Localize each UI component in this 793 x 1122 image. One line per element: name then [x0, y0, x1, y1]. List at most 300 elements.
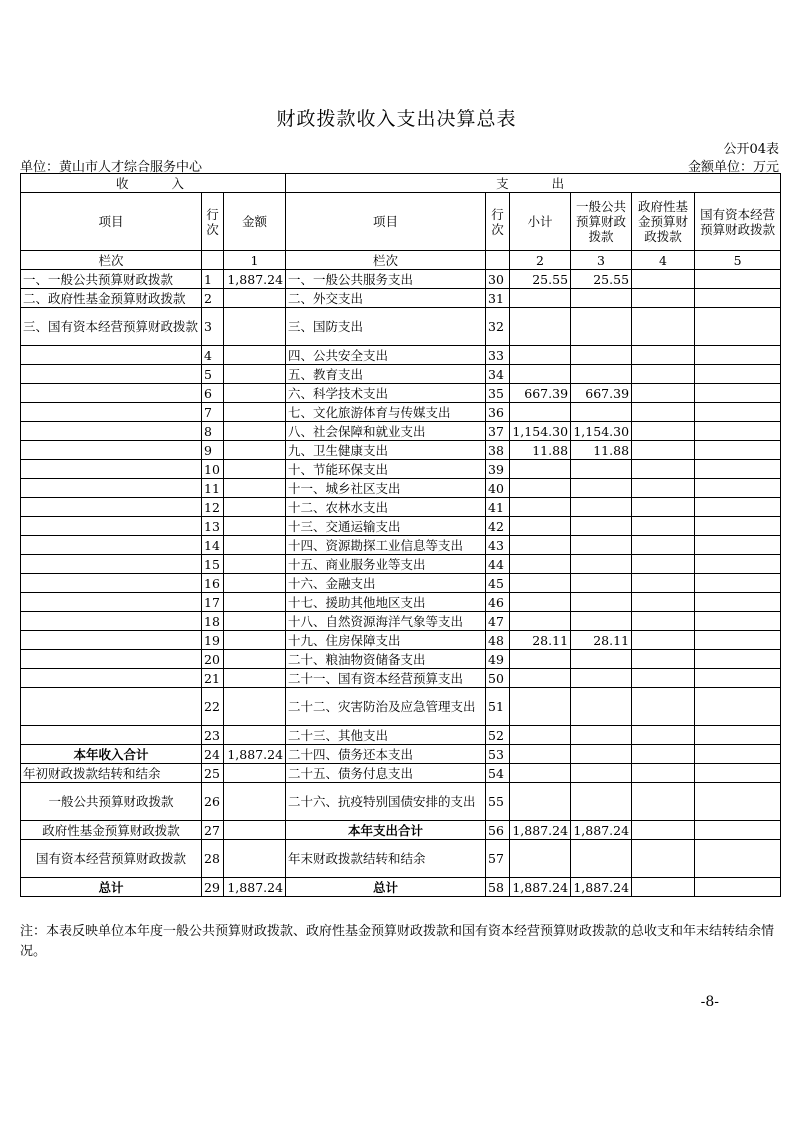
state-capital-cell	[695, 498, 781, 517]
expense-item-cell: 二、外交支出	[286, 289, 486, 308]
expense-item-cell: 一、一般公共服务支出	[286, 270, 486, 289]
table-row	[21, 726, 781, 745]
subtotal-cell	[510, 669, 571, 688]
gov-fund-cell	[632, 669, 695, 688]
gov-fund-cell	[632, 840, 695, 878]
expense-line-no-cell: 51	[486, 688, 510, 726]
income-item-cell	[21, 536, 202, 555]
expense-line-no-cell: 43	[486, 536, 510, 555]
gov-fund-cell	[632, 745, 695, 764]
expense-item-cell: 二十六、抗疫特别国债安排的支出	[286, 783, 486, 821]
income-amount-cell	[224, 517, 286, 536]
income-item-cell: 一般公共预算财政拨款	[21, 783, 202, 821]
general-budget-cell	[571, 536, 632, 555]
subtotal-cell	[510, 403, 571, 422]
table-row	[21, 574, 781, 593]
income-amount-cell	[224, 631, 286, 650]
income-line-no-cell: 1	[202, 270, 224, 289]
state-capital-cell	[695, 783, 781, 821]
income-line-no-cell: 4	[202, 346, 224, 365]
state-capital-cell	[695, 726, 781, 745]
general-budget-cell	[571, 403, 632, 422]
income-item-cell	[21, 612, 202, 631]
expense-line-no-cell: 34	[486, 365, 510, 384]
general-budget-cell	[571, 479, 632, 498]
general-budget-cell	[571, 517, 632, 536]
income-line-no-header: 行次	[202, 193, 224, 251]
state-capital-cell	[695, 270, 781, 289]
table-row	[21, 878, 781, 897]
state-capital-cell	[695, 536, 781, 555]
income-line-no-cell: 24	[202, 745, 224, 764]
expense-line-no-cell: 44	[486, 555, 510, 574]
state-capital-cell	[695, 840, 781, 878]
general-budget-cell	[571, 289, 632, 308]
general-budget-cell	[571, 593, 632, 612]
subtotal-cell	[510, 726, 571, 745]
table-row	[21, 840, 781, 878]
expense-line-no-cell: 36	[486, 403, 510, 422]
fiscal-summary-table	[20, 173, 781, 897]
expense-line-no-cell: 35	[486, 384, 510, 403]
income-amount-cell: 1,887.24	[224, 745, 286, 764]
income-amount-cell	[224, 726, 286, 745]
income-item-cell: 年初财政拨款结转和结余	[21, 764, 202, 783]
general-budget-cell	[571, 460, 632, 479]
income-item-cell	[21, 631, 202, 650]
income-item-cell: 政府性基金预算财政拨款	[21, 821, 202, 840]
income-item-cell	[21, 365, 202, 384]
column-header-row	[21, 193, 781, 251]
income-line-no-cell: 15	[202, 555, 224, 574]
gov-fund-cell	[632, 365, 695, 384]
expense-item-cell: 二十四、债务还本支出	[286, 745, 486, 764]
expense-item-cell: 四、公共安全支出	[286, 346, 486, 365]
expense-item-cell: 十九、住房保障支出	[286, 631, 486, 650]
subtotal-cell	[510, 365, 571, 384]
page-number: -8-	[700, 994, 719, 1010]
gov-fund-cell	[632, 441, 695, 460]
income-amount-cell	[224, 365, 286, 384]
expense-line-no-cell: 33	[486, 346, 510, 365]
state-capital-cell	[695, 384, 781, 403]
expense-item-cell: 八、社会保障和就业支出	[286, 422, 486, 441]
expense-item-cell: 二十五、债务付息支出	[286, 764, 486, 783]
income-line-no-cell: 21	[202, 669, 224, 688]
gov-fund-cell	[632, 878, 695, 897]
income-amount-cell	[224, 441, 286, 460]
expense-line-no-cell: 45	[486, 574, 510, 593]
state-capital-cell	[695, 821, 781, 840]
state-capital-cell	[695, 764, 781, 783]
subtotal-cell	[510, 536, 571, 555]
table-row	[21, 650, 781, 669]
column-number: 4	[632, 251, 695, 270]
expense-line-no-cell: 31	[486, 289, 510, 308]
general-budget-cell	[571, 688, 632, 726]
column-number: 2	[510, 251, 571, 270]
expense-item-cell: 十一、城乡社区支出	[286, 479, 486, 498]
table-row	[21, 745, 781, 764]
general-budget-cell: 667.39	[571, 384, 632, 403]
income-amount-cell	[224, 688, 286, 726]
column-number: 1	[224, 251, 286, 270]
general-budget-cell	[571, 745, 632, 764]
general-budget-cell	[571, 346, 632, 365]
general-budget-cell	[571, 498, 632, 517]
subtotal-cell	[510, 555, 571, 574]
subtotal-cell	[510, 517, 571, 536]
expense-line-no-cell: 58	[486, 878, 510, 897]
state-capital-cell	[695, 688, 781, 726]
subtotal-cell	[510, 460, 571, 479]
gov-fund-cell	[632, 650, 695, 669]
income-item-cell	[21, 460, 202, 479]
income-item-cell	[21, 384, 202, 403]
income-amount-cell	[224, 403, 286, 422]
state-capital-cell	[695, 517, 781, 536]
subtotal-cell	[510, 840, 571, 878]
subtotal-cell	[510, 764, 571, 783]
state-capital-cell	[695, 479, 781, 498]
gov-fund-cell	[632, 289, 695, 308]
subtotal-cell: 1,154.30	[510, 422, 571, 441]
income-line-no-cell: 23	[202, 726, 224, 745]
income-amount-cell	[224, 346, 286, 365]
subtotal-cell	[510, 593, 571, 612]
general-budget-cell	[571, 726, 632, 745]
subtotal-cell	[510, 688, 571, 726]
general-budget-cell: 1,887.24	[571, 878, 632, 897]
income-line-no-cell: 12	[202, 498, 224, 517]
expense-line-no-cell: 30	[486, 270, 510, 289]
income-line-no-cell: 14	[202, 536, 224, 555]
form-code: 公开04表	[723, 142, 779, 157]
gov-fund-cell	[632, 498, 695, 517]
general-budget-cell	[571, 840, 632, 878]
gov-fund-cell	[632, 403, 695, 422]
income-item-cell	[21, 517, 202, 536]
gov-fund-cell	[632, 555, 695, 574]
income-item-cell	[21, 574, 202, 593]
income-amount-header: 金额	[224, 193, 286, 251]
table-row	[21, 441, 781, 460]
income-line-no-cell: 2	[202, 289, 224, 308]
general-budget-cell	[571, 764, 632, 783]
expense-item-header: 项目	[286, 193, 486, 251]
income-item-cell	[21, 688, 202, 726]
income-item-cell	[21, 593, 202, 612]
column-number: 5	[695, 251, 781, 270]
general-budget-cell: 1,887.24	[571, 821, 632, 840]
income-amount-cell	[224, 783, 286, 821]
gov-fund-cell	[632, 726, 695, 745]
expense-line-no-cell: 41	[486, 498, 510, 517]
income-line-no-cell: 17	[202, 593, 224, 612]
income-line-no-cell: 3	[202, 308, 224, 346]
income-line-no-cell: 5	[202, 365, 224, 384]
state-capital-cell	[695, 346, 781, 365]
expense-section-header: 支 出	[286, 174, 781, 193]
subtotal-cell: 667.39	[510, 384, 571, 403]
column-number-row	[21, 251, 781, 270]
column-number: 3	[571, 251, 632, 270]
gov-fund-cell	[632, 821, 695, 840]
income-item-cell	[21, 726, 202, 745]
subtotal-cell	[510, 745, 571, 764]
income-amount-cell	[224, 536, 286, 555]
general-budget-cell: 1,154.30	[571, 422, 632, 441]
state-capital-cell	[695, 422, 781, 441]
section-header-row	[21, 174, 781, 193]
expense-line-no-cell: 38	[486, 441, 510, 460]
state-capital-cell	[695, 745, 781, 764]
subtotal-cell	[510, 346, 571, 365]
table-row	[21, 308, 781, 346]
income-line-no-cell: 13	[202, 517, 224, 536]
column-label: 栏次	[286, 251, 486, 270]
expense-item-cell: 十二、农林水支出	[286, 498, 486, 517]
general-budget-cell	[571, 783, 632, 821]
expense-item-cell: 九、卫生健康支出	[286, 441, 486, 460]
state-capital-cell	[695, 612, 781, 631]
expense-item-cell: 二十二、灾害防治及应急管理支出	[286, 688, 486, 726]
expense-line-no-cell: 48	[486, 631, 510, 650]
expense-item-cell: 七、文化旅游体育与传媒支出	[286, 403, 486, 422]
gov-fund-cell	[632, 574, 695, 593]
expense-item-cell: 十三、交通运输支出	[286, 517, 486, 536]
column-label: 栏次	[21, 251, 202, 270]
gov-fund-cell	[632, 517, 695, 536]
income-amount-cell: 1,887.24	[224, 270, 286, 289]
table-row	[21, 688, 781, 726]
gov-fund-cell	[632, 536, 695, 555]
subtotal-cell: 25.55	[510, 270, 571, 289]
blank-cell	[202, 251, 224, 270]
expense-item-cell: 二十一、国有资本经营预算支出	[286, 669, 486, 688]
state-capital-cell	[695, 289, 781, 308]
income-item-cell	[21, 498, 202, 517]
gov-fund-cell	[632, 346, 695, 365]
table-row	[21, 498, 781, 517]
state-capital-cell	[695, 365, 781, 384]
gov-fund-cell	[632, 631, 695, 650]
gov-fund-cell	[632, 783, 695, 821]
general-budget-cell	[571, 308, 632, 346]
table-row	[21, 422, 781, 441]
general-budget-cell	[571, 365, 632, 384]
expense-line-no-cell: 57	[486, 840, 510, 878]
gov-fund-cell	[632, 384, 695, 403]
income-item-cell	[21, 441, 202, 460]
general-budget-cell	[571, 669, 632, 688]
income-line-no-cell: 25	[202, 764, 224, 783]
subtotal-cell	[510, 783, 571, 821]
gov-fund-cell	[632, 593, 695, 612]
income-line-no-cell: 19	[202, 631, 224, 650]
income-item-cell	[21, 403, 202, 422]
state-capital-cell	[695, 441, 781, 460]
income-line-no-cell: 20	[202, 650, 224, 669]
subtotal-cell	[510, 308, 571, 346]
blank-cell	[486, 251, 510, 270]
subtotal-cell: 1,887.24	[510, 878, 571, 897]
expense-line-no-cell: 40	[486, 479, 510, 498]
subtotal-cell: 11.88	[510, 441, 571, 460]
state-capital-cell	[695, 650, 781, 669]
table-row	[21, 384, 781, 403]
income-amount-cell	[224, 422, 286, 441]
gov-fund-cell	[632, 308, 695, 346]
income-item-cell	[21, 346, 202, 365]
table-row	[21, 555, 781, 574]
table-row	[21, 346, 781, 365]
expense-line-no-cell: 46	[486, 593, 510, 612]
expense-item-cell: 本年支出合计	[286, 821, 486, 840]
state-capital-cell	[695, 878, 781, 897]
expense-line-no-cell: 53	[486, 745, 510, 764]
income-item-cell: 本年收入合计	[21, 745, 202, 764]
expense-line-no-cell: 32	[486, 308, 510, 346]
income-item-cell	[21, 422, 202, 441]
gov-fund-cell	[632, 612, 695, 631]
state-capital-cell	[695, 403, 781, 422]
general-budget-cell	[571, 555, 632, 574]
income-item-cell	[21, 669, 202, 688]
table-row	[21, 270, 781, 289]
table-row	[21, 821, 781, 840]
income-amount-cell	[224, 384, 286, 403]
income-line-no-cell: 10	[202, 460, 224, 479]
subtotal-cell	[510, 574, 571, 593]
subtotal-cell	[510, 650, 571, 669]
expense-line-no-cell: 49	[486, 650, 510, 669]
amount-unit-label: 金额单位：万元	[687, 160, 779, 175]
income-line-no-cell: 27	[202, 821, 224, 840]
income-line-no-cell: 18	[202, 612, 224, 631]
income-amount-cell	[224, 574, 286, 593]
subtotal-cell	[510, 612, 571, 631]
income-item-cell	[21, 555, 202, 574]
income-line-no-cell: 11	[202, 479, 224, 498]
table-row	[21, 593, 781, 612]
subtotal-cell: 1,887.24	[510, 821, 571, 840]
income-line-no-cell: 8	[202, 422, 224, 441]
subtotal-cell	[510, 289, 571, 308]
gov-fund-header: 政府性基金预算财政拨款	[632, 193, 695, 251]
table-row	[21, 403, 781, 422]
general-budget-cell: 11.88	[571, 441, 632, 460]
income-item-cell: 一、一般公共预算财政拨款	[21, 270, 202, 289]
table-row	[21, 289, 781, 308]
income-amount-cell: 1,887.24	[224, 878, 286, 897]
expense-line-no-cell: 50	[486, 669, 510, 688]
general-budget-header: 一般公共预算财政拨款	[571, 193, 632, 251]
state-capital-cell	[695, 460, 781, 479]
income-amount-cell	[224, 593, 286, 612]
income-item-cell: 国有资本经营预算财政拨款	[21, 840, 202, 878]
subtotal-header: 小计	[510, 193, 571, 251]
income-item-header: 项目	[21, 193, 202, 251]
gov-fund-cell	[632, 422, 695, 441]
table-note: 注：本表反映单位本年度一般公共预算财政拨款、政府性基金预算财政拨款和国有资本经营预算财政拨款的总收支和年末结转结余情况。	[20, 924, 775, 959]
expense-line-no-cell: 42	[486, 517, 510, 536]
income-amount-cell	[224, 669, 286, 688]
income-amount-cell	[224, 289, 286, 308]
expense-line-no-cell: 56	[486, 821, 510, 840]
subtotal-cell	[510, 498, 571, 517]
income-item-cell	[21, 650, 202, 669]
table-row	[21, 669, 781, 688]
state-capital-cell	[695, 308, 781, 346]
table-row	[21, 460, 781, 479]
expense-line-no-cell: 39	[486, 460, 510, 479]
expense-line-no-cell: 47	[486, 612, 510, 631]
expense-item-cell: 五、教育支出	[286, 365, 486, 384]
income-line-no-cell: 16	[202, 574, 224, 593]
gov-fund-cell	[632, 460, 695, 479]
state-capital-cell	[695, 669, 781, 688]
general-budget-cell	[571, 612, 632, 631]
expense-line-no-cell: 37	[486, 422, 510, 441]
income-line-no-cell: 9	[202, 441, 224, 460]
income-amount-cell	[224, 308, 286, 346]
unit-label: 单位：黄山市人才综合服务中心	[20, 160, 203, 175]
expense-line-no-cell: 55	[486, 783, 510, 821]
income-item-cell	[21, 479, 202, 498]
income-amount-cell	[224, 555, 286, 574]
income-item-cell: 三、国有资本经营预算财政拨款	[21, 308, 202, 346]
income-amount-cell	[224, 840, 286, 878]
gov-fund-cell	[632, 688, 695, 726]
income-item-cell: 总计	[21, 878, 202, 897]
general-budget-cell	[571, 574, 632, 593]
expense-item-cell: 十八、自然资源海洋气象等支出	[286, 612, 486, 631]
expense-item-cell: 三、国防支出	[286, 308, 486, 346]
income-line-no-cell: 7	[202, 403, 224, 422]
table-row	[21, 536, 781, 555]
table-row	[21, 517, 781, 536]
table-row	[21, 764, 781, 783]
general-budget-cell	[571, 650, 632, 669]
subtotal-cell: 28.11	[510, 631, 571, 650]
income-line-no-cell: 28	[202, 840, 224, 878]
general-budget-cell: 28.11	[571, 631, 632, 650]
income-amount-cell	[224, 612, 286, 631]
table-row	[21, 612, 781, 631]
expense-item-cell: 十、节能环保支出	[286, 460, 486, 479]
income-line-no-cell: 6	[202, 384, 224, 403]
income-amount-cell	[224, 460, 286, 479]
income-line-no-cell: 22	[202, 688, 224, 726]
table-row	[21, 365, 781, 384]
expense-item-cell: 六、科学技术支出	[286, 384, 486, 403]
expense-item-cell: 十七、援助其他地区支出	[286, 593, 486, 612]
income-amount-cell	[224, 479, 286, 498]
gov-fund-cell	[632, 479, 695, 498]
income-amount-cell	[224, 764, 286, 783]
expense-item-cell: 十四、资源勘探工业信息等支出	[286, 536, 486, 555]
expense-line-no-cell: 54	[486, 764, 510, 783]
table-row	[21, 783, 781, 821]
table-row	[21, 479, 781, 498]
income-amount-cell	[224, 498, 286, 517]
state-capital-header: 国有资本经营预算财政拨款	[695, 193, 781, 251]
income-amount-cell	[224, 650, 286, 669]
income-section-header: 收 入	[21, 174, 286, 193]
expense-item-cell: 十六、金融支出	[286, 574, 486, 593]
subtotal-cell	[510, 479, 571, 498]
